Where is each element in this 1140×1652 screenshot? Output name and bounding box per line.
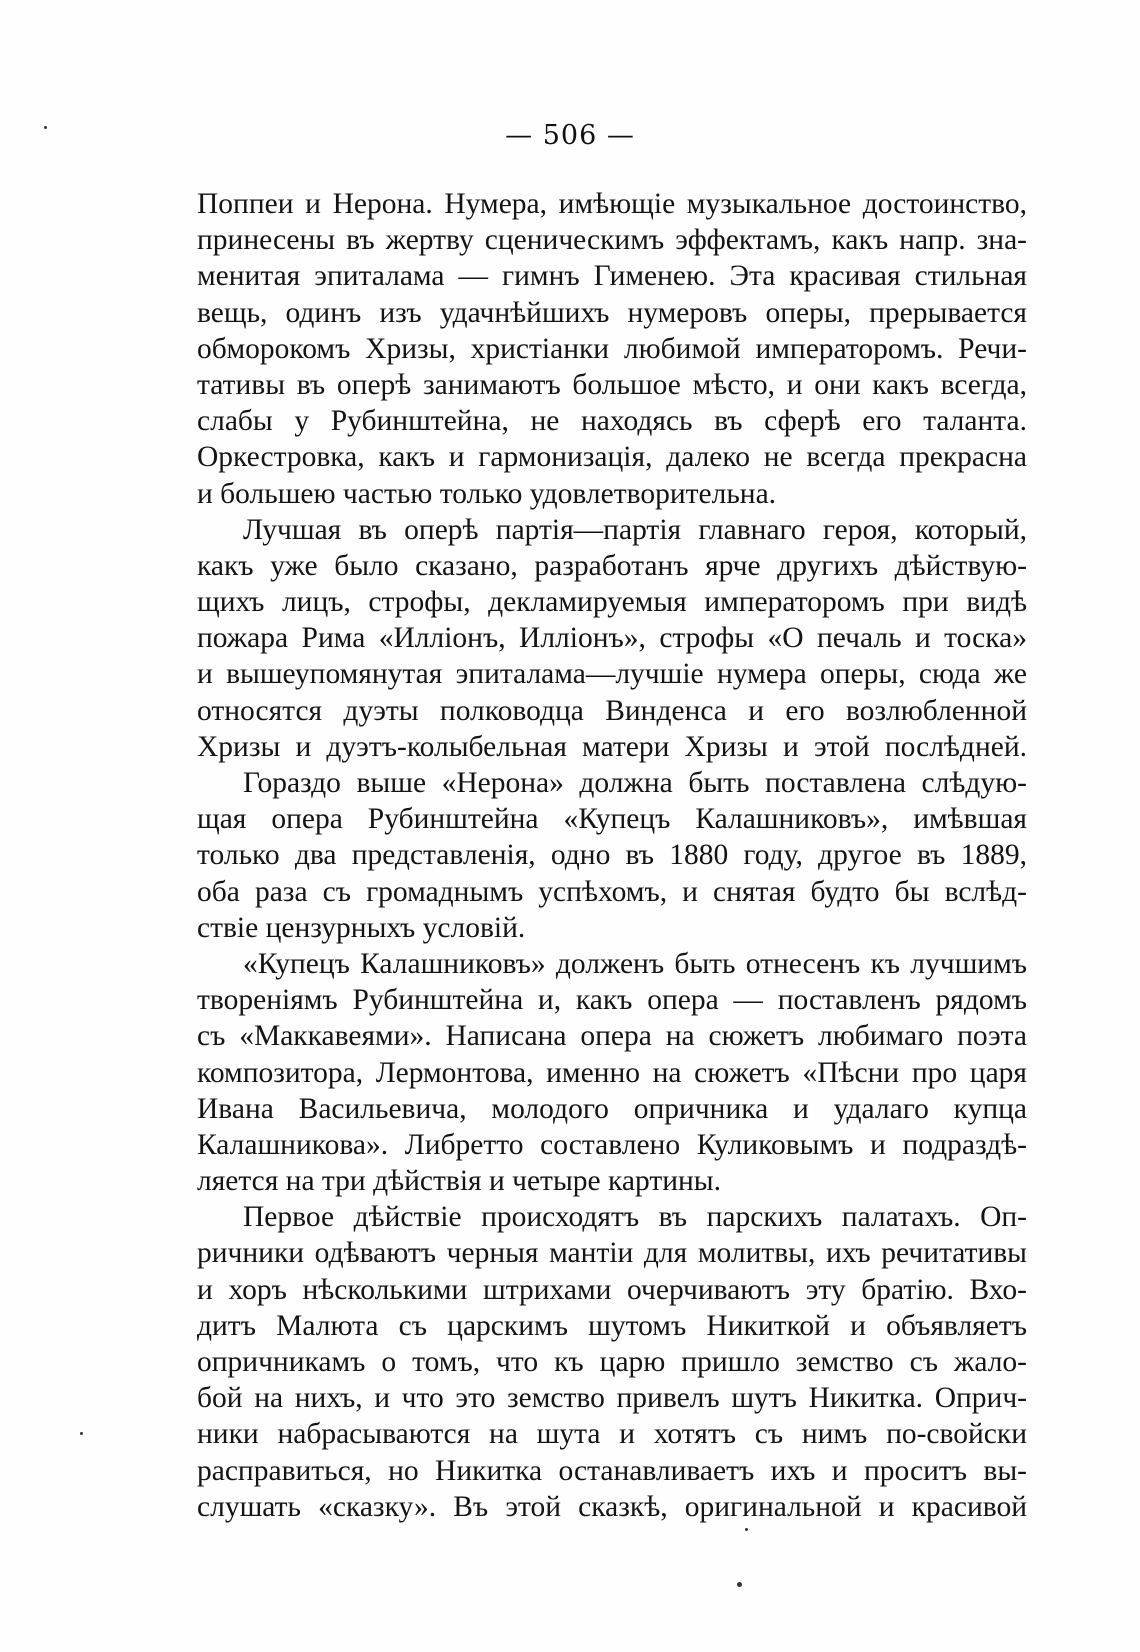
text-line: Калашникова». Либретто составлено Куликовымъ и подраздѣ-: [197, 1128, 1027, 1161]
text-line: расправиться, но Никитка останавливаетъ ихъ и проситъ вы-: [197, 1454, 1027, 1487]
text-line: щихъ лицъ, строфы, декламируемыя императоромъ при видѣ: [197, 586, 1027, 619]
text-line: вещь, одинъ изъ удачнѣйшихъ нумеровъ оперы, прерывается: [197, 296, 1027, 329]
text-line: и большею частью только удовлетворительна.: [197, 477, 777, 510]
text-line: какъ уже было сказано, разработанъ ярче другихъ дѣйствую-: [197, 549, 1027, 582]
paragraph: [197, 512, 1027, 765]
text-line: обморокомъ Хризы, христіанки любимой императоромъ. Речи-: [197, 332, 1027, 365]
text-line: композитора, Лермонтова, именно на сюжетъ «Пѣсни про царя: [197, 1056, 1027, 1089]
text-line: бой на нихъ, и что это земство привелъ шутъ Никитка. Оприч-: [197, 1382, 1027, 1415]
text-line: Оркестровка, какъ и гармонизація, далеко не всегда прекрасна: [197, 441, 1027, 474]
text-line: только два представленія, одно въ 1880 году, другое въ 1889,: [197, 839, 1027, 872]
text-line: щая опера Рубинштейна «Купецъ Калашниковъ», имѣвшая: [197, 803, 1027, 836]
text-line: Ивана Васильевича, молодого опричника и удалаго купца: [197, 1092, 1027, 1125]
text-line: ляется на три дѣйствія и четыре картины.: [197, 1165, 721, 1198]
text-line: и хоръ нѣсколькими штрихами очерчиваютъ эту братію. Вхо-: [197, 1273, 1027, 1306]
page-number: — 506 —: [505, 120, 635, 151]
text-line: дитъ Малюта съ царскимъ шутомъ Никиткой и объявляетъ: [197, 1309, 1027, 1342]
text-line: слабы у Рубинштейна, не находясь въ сферѣ его таланта.: [197, 405, 1027, 438]
text-line: Лучшая въ оперѣ партія—партія главнаго героя, который,: [243, 513, 1027, 546]
body-text: [197, 186, 1027, 1525]
paragraph: [197, 765, 1027, 946]
text-line: и вышеупомянутая эпиталама—лучшіе нумера оперы, сюда же: [197, 658, 1027, 691]
text-line: оба раза съ громаднымъ успѣхомъ, и снятая будто бы вслѣд-: [197, 875, 1027, 908]
text-line: относятся дуэты полководца Винденса и его возлюбленной: [197, 694, 1027, 727]
scan-speck: [737, 1582, 742, 1587]
text-line: твореніямъ Рубинштейна и, какъ опера — поставленъ рядомъ: [197, 984, 1027, 1017]
text-line: «Купецъ Калашниковъ» долженъ быть отнесенъ къ лучшимъ: [243, 947, 1027, 980]
scan-speck: [80, 1432, 83, 1435]
text-line: опричникамъ о томъ, что къ царю пришло земство съ жало-: [197, 1346, 1027, 1378]
text-line: Поппеи и Нерона. Нумера, имѣющіе музыкальное достоинство,: [197, 188, 1027, 220]
paragraph: [197, 946, 1027, 1199]
paragraph: [197, 1199, 1027, 1525]
text-line: Первое дѣйствіе происходятъ въ парскихъ палатахъ. Оп-: [243, 1201, 1027, 1234]
text-line: ричники одѣваютъ черныя мантіи для молитвы, ихъ речитативы: [197, 1237, 1027, 1270]
text-line: съ «Маккавеями». Написана опера на сюжетъ любимаго поэта: [197, 1020, 1027, 1053]
text-line: слушать «сказку». Въ этой сказкѣ, оригинальной и красивой: [197, 1490, 1027, 1523]
text-line: тативы въ оперѣ занимаютъ большое мѣсто, и они какъ всегда,: [197, 368, 1027, 401]
scan-speck: [745, 1528, 748, 1531]
text-line: ствіе цензурныхъ условій.: [197, 911, 526, 944]
text-line: пожара Рима «Иллiонъ, Иллiонъ», строфы «О печаль и тоска»: [197, 622, 1027, 655]
text-line: менитая эпиталама — гимнъ Гименею. Эта красивая стильная: [197, 260, 1027, 293]
paragraph: [197, 186, 1027, 512]
text-line: Гораздо выше «Нерона» должна быть поставлена слѣдую-: [243, 767, 1027, 799]
text-line: принесены въ жертву сценическимъ эффектамъ, какъ напр. зна-: [197, 224, 1027, 257]
text-line: Хризы и дуэтъ-колыбельная матери Хризы и этой послѣдней.: [197, 730, 1027, 763]
text-line: ники набрасываются на шута и хотятъ съ нимъ по-свойски: [197, 1418, 1027, 1451]
